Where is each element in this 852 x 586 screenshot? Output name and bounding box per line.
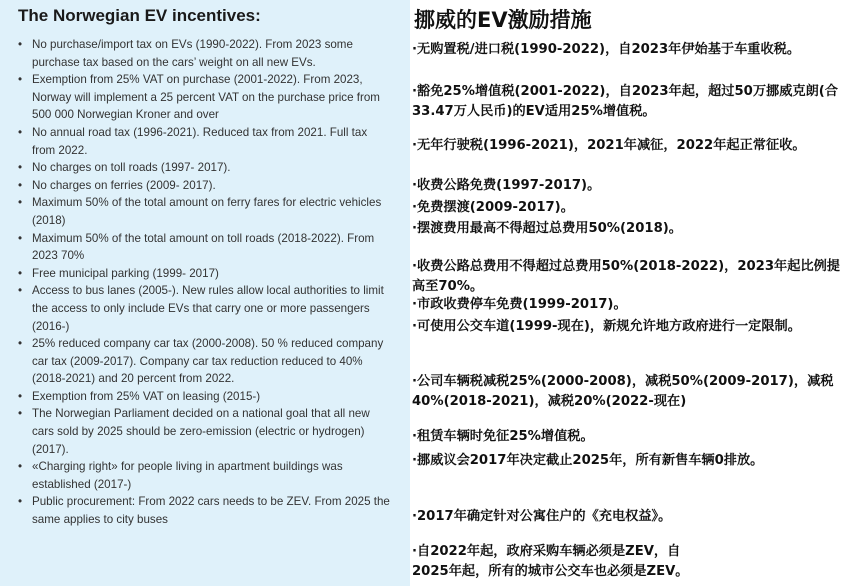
list-item: • No purchase/import tax on EVs (1990-2022). From 2023 some purchase tax based on the cars’ weight on all new EVs. [32,36,392,71]
cn-item-company-car-tax: ·公司车辆税减税25%(2000-2008)，减税50%(2009-2017)，减税40%(2018-2021)，减税20%(2022-现在) [412,374,834,409]
list-item: • Public procurement: From 2022 cars needs to be ZEV. From 2025 the same applies to city buses [32,493,392,528]
cn-item-toll-max: ·收费公路总费用不得超过总费用50%(2018-2022)，2023年起比例提高至70%。 [412,259,840,294]
cn-item-parliament: ·挪威议会2017年决定截止2025年，所有新售车辆0排放。 [412,453,764,468]
english-title: The Norwegian EV incentives: [18,6,261,25]
cn-item-toll-roads: ·收费公路免费(1997-2017)。 [412,178,601,193]
list-item: • Free municipal parking (1999- 2017) [32,265,392,283]
cn-item-parking: ·市政收费停车免费(1999-2017)。 [412,297,627,312]
cn-item-bus-lanes: ·可使用公交车道(1999-现在)，新规允许地方政府进行一定限制。 [412,319,801,334]
cn-item-charging-right: ·2017年确定针对公寓住户的《充电权益》。 [412,509,672,524]
english-panel [0,0,410,586]
list-item: • No charges on toll roads (1997- 2017). [32,159,392,177]
list-item: • No charges on ferries (2009- 2017). [32,177,392,195]
cn-item-road-tax: ·无年行驶税(1996-2021)，2021年减征，2022年起正常征收。 [412,138,806,153]
list-item: • Maximum 50% of the total amount on toll roads (2018-2022). From 2023 70% [32,230,392,265]
cn-item-procurement: ·自2022年起，政府采购车辆必须是ZEV，自2025年起，所有的城市公交车也必须是ZEV。 [412,544,689,579]
list-item: • Exemption from 25% VAT on purchase (2001-2022). From 2023, Norway will implement a 25 percent VAT on the purchase price from 500 000 Norwegian Kroner and over [32,71,392,124]
list-item: • No annual road tax (1996-2021). Reduced tax from 2021. Full tax from 2022. [32,124,392,159]
list-item: • Exemption from 25% VAT on leasing (2015-) [32,388,392,406]
list-item: • The Norwegian Parliament decided on a national goal that all new cars sold by 2025 should be zero-emission (electric or hydrogen) (2017). [32,405,392,458]
chinese-panel [410,0,852,586]
cn-item-leasing: ·租赁车辆时免征25%增值税。 [412,429,594,444]
chinese-title: 挪威的EV激励措施 [414,8,592,32]
cn-item-purchase-tax: ·无购置税/进口税(1990-2022)，自2023年伊始基于车重收税。 [412,42,801,57]
english-incentive-list [18,36,392,529]
cn-item-vat: ·豁免25%增值税(2001-2022)，自2023年起，超过50万挪威克朗(合33.47万人民币)的EV适用25%增值税。 [412,84,838,119]
list-item: • «Charging right» for people living in apartment buildings was established (2017-) [32,458,392,493]
list-item: • Access to bus lanes (2005-). New rules allow local authorities to limit the access to only include EVs that carry one or more passengers (2016-) [32,282,392,335]
cn-item-ferry-fares: ·摆渡费用最高不得超过总费用50%(2018)。 [412,221,682,236]
list-item: • 25% reduced company car tax (2000-2008). 50 % reduced company car tax (2009-2017). Company car tax reduction reduced to 40% (2018-2021) and 20 percent from 2022. [32,335,392,388]
cn-item-ferries: ·免费摆渡(2009-2017)。 [412,200,574,215]
list-item: • Maximum 50% of the total amount on ferry fares for electric vehicles (2018) [32,194,392,229]
